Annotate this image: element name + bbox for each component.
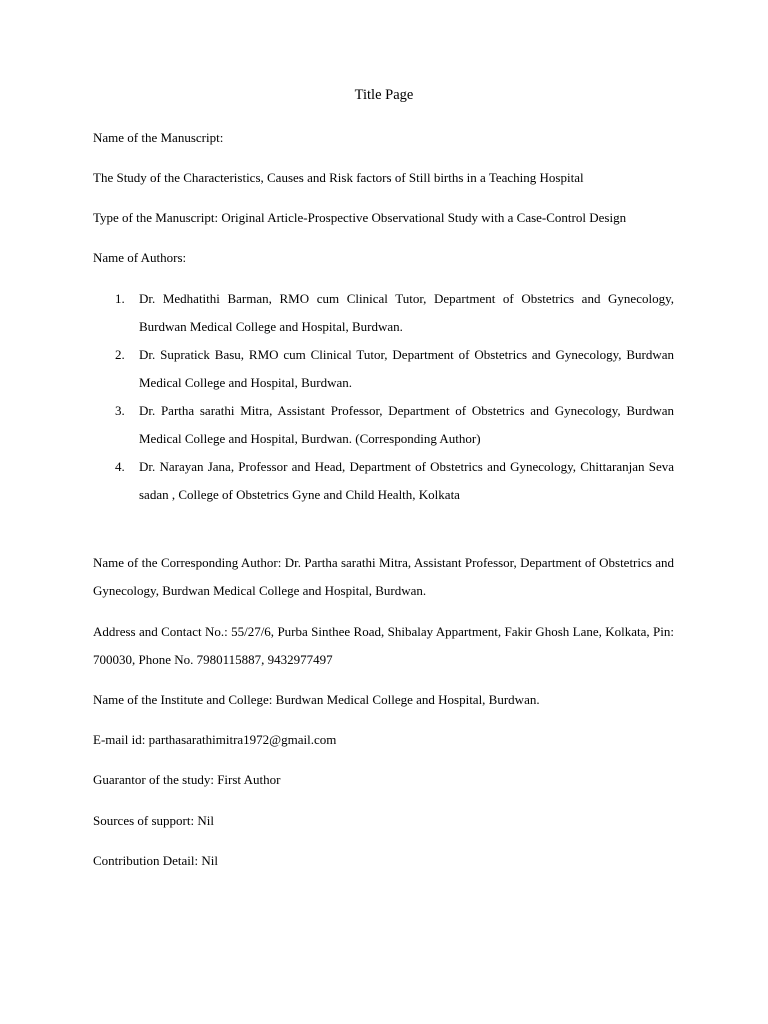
author-number: 1.: [115, 291, 125, 306]
institute-name: Name of the Institute and College: Burdwan Medical College and Hospital, Burdwan.: [93, 692, 540, 707]
page-title: Title Page: [354, 87, 414, 103]
guarantor: Guarantor of the study: First Author: [93, 772, 281, 787]
author-number: 3.: [115, 403, 125, 418]
author-number: 2.: [115, 347, 125, 362]
corresponding-author: Name of the Corresponding Author: Dr. Partha sarathi Mitra, Assistant Professor, Department of Obstetrics and Gynecology, Burdwan Medical College and Hospital, Burdwan.: [93, 555, 674, 598]
author-number: 4.: [115, 459, 125, 474]
authors-list: [93, 285, 674, 509]
authors-label: Name of Authors:: [93, 250, 187, 265]
author-item: [93, 397, 674, 453]
address-contact: Address and Contact No.: 55/27/6, Purba Sinthee Road, Shibalay Appartment, Fakir Ghosh Lane, Kolkata, Pin: 700030, Phone No. 7980115887, 9432977497: [93, 624, 674, 667]
contribution-detail: Contribution Detail: Nil: [93, 853, 218, 868]
email-id: E-mail id: parthasarathimitra1972@gmail.com: [93, 732, 337, 747]
author-item: [93, 453, 674, 509]
author-text: Dr. Medhatithi Barman, RMO cum Clinical Tutor, Department of Obstetrics and Gynecology, Burdwan Medical College and Hospital, Burdwan.: [139, 291, 674, 334]
author-text: Dr. Narayan Jana, Professor and Head, Department of Obstetrics and Gynecology, Chittaranjan Seva sadan , College of Obstetrics Gyne and Child Health, Kolkata: [139, 459, 674, 502]
author-text: Dr. Supratick Basu, RMO cum Clinical Tutor, Department of Obstetrics and Gynecology, Burdwan Medical College and Hospital, Burdwan.: [139, 347, 674, 390]
manuscript-name-label: Name of the Manuscript:: [93, 130, 224, 145]
author-item: [93, 341, 674, 397]
sources-of-support: Sources of support: Nil: [93, 813, 214, 828]
author-text: Dr. Partha sarathi Mitra, Assistant Professor, Department of Obstetrics and Gynecology, Burdwan Medical College and Hospital, Burdwan. (Corresponding Author): [139, 403, 674, 446]
manuscript-title: The Study of the Characteristics, Causes and Risk factors of Still births in a Teaching Hospital: [93, 170, 584, 185]
manuscript-type: Type of the Manuscript: Original Article-Prospective Observational Study with a Case-Control Design: [93, 210, 627, 225]
author-item: [93, 285, 674, 341]
